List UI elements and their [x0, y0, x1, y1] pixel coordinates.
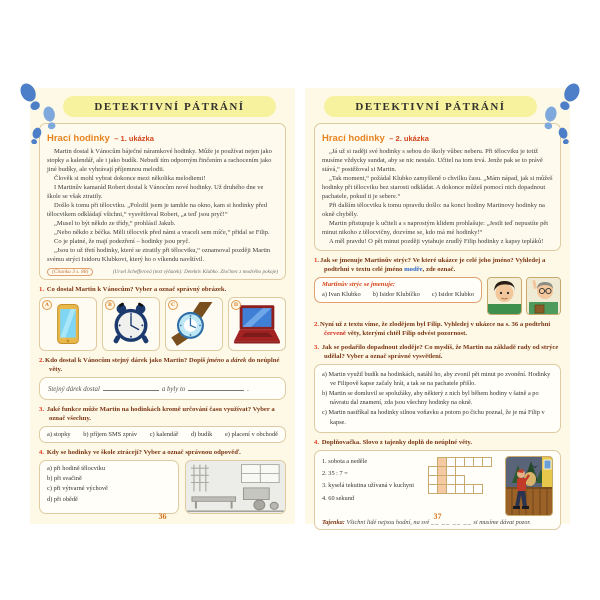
story-paragraph: Martin přistupuje k učiteli a s naprostým klidem prohlašuje: „Jestli teď nepustíte pět minut nikoho z tělocvičny, dozvíme se, kdo má mé hodinky!“	[322, 219, 549, 236]
question-text: Nyní už z textu víme, že zlodějem byl Filip. Vyhledej v ukázce na s. 36 a podtrhni	[320, 320, 551, 328]
answer-options-row	[322, 291, 474, 298]
question-number: 2.	[39, 356, 45, 364]
tajenka-label: Tajenka:	[322, 518, 345, 526]
page-header-banner	[63, 96, 276, 117]
answer-option[interactable]: d) při obědě	[47, 495, 78, 503]
question-text: Kdy se hodinky ve škole ztrácejí? Vyber a označ správnou odpověď.	[46, 448, 241, 456]
question-text: Jaké funkce může Martin na hodinkách kromě určování času využívat? Vyber a označ všechny.	[46, 405, 275, 422]
question-text-italic: dárek	[230, 356, 247, 364]
option-letter-badge: A	[42, 300, 52, 310]
gym-scene-image	[185, 460, 286, 514]
fill-in-text: a byly to	[161, 385, 186, 393]
section-heading	[47, 128, 278, 146]
section-heading	[322, 128, 553, 146]
page-number: 36	[158, 512, 167, 521]
fill-in-text: Stejný dárek dostal	[48, 385, 100, 393]
answer-option[interactable]: a) stopky	[47, 430, 71, 438]
citation-tag: (Čítanka 3 s. 88)	[47, 268, 93, 276]
question-text: Jak se podařilo dopadnout zloděje? Co myslíš, že Martin na základě rady od strýce udělal? Vyber a označ správné vysvětlení.	[321, 343, 559, 360]
uncle-name-answer-box	[314, 277, 482, 303]
crossword-content	[322, 456, 553, 516]
answer-option[interactable]: e) placení v obchodě	[224, 430, 278, 438]
question-text: věty, kterými chtěl Filip odvést pozornost.	[345, 329, 468, 337]
question-text: a	[224, 356, 231, 364]
answer-option-image-d[interactable]	[228, 297, 286, 351]
question-1-content	[314, 277, 561, 315]
highlight-word-red: červeně	[324, 329, 346, 337]
citation-source: (Ursel Schefferová (text výňatek): Detektiv Klubko. Zločinec z modrého pokoje)	[112, 268, 278, 275]
section-subtitle: – 2. ukázka	[389, 134, 429, 143]
story-paragraph: I Martinův kamarád Robert dostal k Vánocům nové hodinky. Už druhého dne ve škole se však ztratily.	[47, 183, 264, 200]
tajenka-text: Všichni lidé nejsou hodní, na své	[346, 518, 430, 526]
crossword-clue: 4. 60 sekund	[322, 494, 355, 502]
answer-option[interactable]: a) při hodině tělocviku	[47, 464, 106, 472]
answer-option-image-b[interactable]	[102, 297, 160, 351]
answer-option[interactable]: b) Isidor Klubíčko	[372, 290, 420, 298]
story-text	[322, 148, 553, 247]
question-text-italic: jméno	[206, 356, 225, 364]
story-paragraph: „Nebo někdo z béčka. Měli tělocvik před námi a vraceli sem míče,“ přidal se Filip.	[54, 228, 270, 236]
answer-option-image-a[interactable]	[39, 297, 97, 351]
option-letter-badge: B	[105, 300, 115, 310]
question-number: 1.	[314, 256, 320, 264]
option-letter-badge: D	[231, 300, 241, 310]
thief-scene-image	[505, 456, 553, 516]
alarm-clock-image	[109, 302, 153, 346]
question-3-right	[314, 343, 561, 361]
answer-blank-line[interactable]	[103, 383, 159, 391]
fill-in-sentence-box[interactable]	[39, 377, 286, 400]
story-paragraph: „Musel to být někdo ze třídy,“ prohlásil Jakub.	[54, 219, 176, 227]
crossword-clue: 1. sobota a neděle	[322, 457, 368, 465]
question-number: 2.	[314, 320, 320, 328]
question-3-left	[39, 405, 286, 423]
crossword-clue: 2. 35 : 7 =	[322, 470, 348, 477]
story-paragraph: „Tak moment,“ požádal Klubko zamyšleně o chvilku času. „Mám nápad, jak si můžeš hodinky při tělocviku bez starosti odkládat. A dokonce můžeš pomocí nich dopadnout pachatele, pokud ti je sebere.“	[322, 174, 553, 200]
crossword-clues	[322, 456, 428, 505]
answer-options-row	[39, 426, 286, 443]
answer-blank-line[interactable]	[188, 383, 244, 391]
reading-passage-box	[39, 123, 286, 280]
story-paragraph: „Já už si raději své hodinky s sebou do školy vůbec neberu. Při tělocviku je totiž musíme vždycky sundat, aby se nic nestalo. Učitel na tom trvá. Jenže pak se to právě stává,“ postěžoval si Martin.	[322, 148, 543, 173]
crossword-cell[interactable]	[473, 484, 483, 494]
answer-option[interactable]: b) Martin se domluvil se spolužáky, aby některý z nich byl během hodiny v šatně a po návratu dal znamení, zda jsou všechny hodinky na okně.	[322, 390, 539, 407]
answer-option[interactable]: c) při výtvarné výchově	[47, 485, 108, 493]
section-title: Hrací hodinky	[322, 133, 385, 144]
story-paragraph: Člověk si mohl vybrat dokonce mezi několika melodiemi!	[54, 174, 206, 182]
crossword-cell[interactable]	[482, 457, 492, 467]
question-text: Jak se jmenuje Martinův strýc? Ve které ukázce je celé jeho jméno? Vyhledej a podtrhni v textu celé jméno	[320, 256, 546, 273]
question-4-content	[39, 460, 286, 514]
page-title: DETEKTIVNÍ PÁTRÁNÍ	[355, 100, 506, 113]
question-text: , zde označ.	[422, 265, 456, 273]
answer-option-image-c[interactable]	[165, 297, 223, 351]
page-number: 37	[433, 512, 442, 521]
image-answer-options	[39, 297, 286, 351]
character-portraits	[487, 277, 561, 315]
question-number: 3.	[314, 343, 320, 351]
answer-option[interactable]: d) budík	[190, 430, 213, 438]
fill-in-text: .	[247, 385, 249, 393]
footprints-icon	[534, 80, 586, 144]
question-2-right	[314, 320, 561, 338]
question-text: Kdo dostal k Vánocům stejný dárek jako Martin? Dopiš	[45, 356, 207, 364]
answer-option[interactable]: c) kalendář	[149, 430, 179, 438]
section-subtitle: – 1. ukázka	[114, 134, 154, 143]
reading-passage-box	[314, 123, 561, 251]
question-number: 4.	[314, 438, 320, 446]
story-paragraph: „Jsou to už třetí hodinky, které se ztratily při tělocviku,“ oznamoval později Martin svému strýci Isidoru Klubkovi, který ho o víkendu navštívil.	[47, 246, 271, 263]
option-letter-badge: C	[168, 300, 178, 310]
story-paragraph: Martin dostal k Vánocům báječné náramkové hodinky. Může je používat nejen jako stopky a kalendář, ale i jako budík. Nebudí tím odporným řinčením a rachocením jako jiné budíky, ale vyhrávají příjemnou melodii.	[47, 148, 272, 173]
page-left	[30, 88, 295, 524]
question-text: Doplňovačka. Slovo z tajenky doplň do neúplné věty.	[321, 438, 472, 446]
page-right	[305, 88, 570, 524]
question-1-right	[314, 256, 561, 274]
question-number: 4.	[39, 448, 45, 456]
tajenka-text: si musíme dávat pozor.	[473, 518, 531, 526]
footprints-icon	[14, 80, 66, 144]
boy-portrait-image	[487, 277, 522, 315]
story-text	[47, 148, 278, 265]
smartphone-image	[55, 303, 81, 345]
story-paragraph: Došlo k tomu při tělocviku. „Položil jsem je tamhle na okno, kam si hodinky před tělocvikem odkládají všichni,“ vysvětloval Robert, „a teď jsou pryč!“	[47, 201, 268, 218]
story-paragraph: Při dalším tělocviku k tomu opravdu došlo: na konci hodiny Martinovy hodinky na okně chyběly.	[322, 201, 545, 218]
answer-option[interactable]: a) Martin využil budík na hodinkách, natáhl ho, aby zvonil pět minut po zvonění. Hodinky ve Filipově kapse začaly hrát, a tak se na pachatele přišlo.	[322, 370, 551, 388]
question-number: 3.	[39, 405, 45, 413]
question-2-left	[39, 356, 286, 374]
page-header-banner	[324, 96, 537, 117]
answer-option[interactable]: a) Ivan Klubko	[322, 290, 361, 298]
answer-option[interactable]: b) příjem SMS zpráv	[83, 430, 138, 438]
question-1-left	[39, 285, 286, 294]
explanation-options-box	[314, 364, 561, 433]
answer-box-label: Martinův strýc se jmenuje:	[322, 280, 396, 288]
answer-option[interactable]: b) při svačině	[47, 475, 82, 483]
answer-option[interactable]: c) Isidor Klubko	[431, 290, 474, 298]
answer-options-list	[39, 460, 179, 514]
highlight-word-blue: modře	[404, 265, 423, 273]
crossword-grid[interactable]	[428, 457, 492, 494]
tajenka-answer-blanks[interactable]: __ __ __ __	[430, 518, 472, 526]
question-text: Co dostal Martin k Vánocům? Vyber a označ správný obrázek.	[46, 285, 227, 293]
page-title: DETEKTIVNÍ PÁTRÁNÍ	[94, 100, 245, 113]
wristwatch-image	[171, 302, 217, 346]
question-number: 1.	[39, 285, 45, 293]
story-paragraph: Co je platné, že mají podezření – hodinky jsou pryč.	[54, 237, 190, 245]
question-4-left	[39, 448, 286, 457]
question-4-right	[314, 438, 561, 447]
crossword-clue: 3. kyselá tekutina užívaná v kuchyni	[322, 482, 414, 490]
citation-row	[47, 268, 278, 276]
section-title: Hrací hodinky	[47, 133, 110, 144]
uncle-portrait-image	[526, 277, 561, 315]
question-text: do neúplné věty.	[49, 356, 280, 373]
answer-option[interactable]: c) Martin nastříkal na hodinky silnou voňavku a potom po čichu poznal, že je má Filip v kapse.	[322, 409, 545, 426]
story-paragraph: A měl pravdu! O pět minut později vytahuje zrudlý Filip hodinky z kapsy tepláků!	[329, 237, 544, 245]
